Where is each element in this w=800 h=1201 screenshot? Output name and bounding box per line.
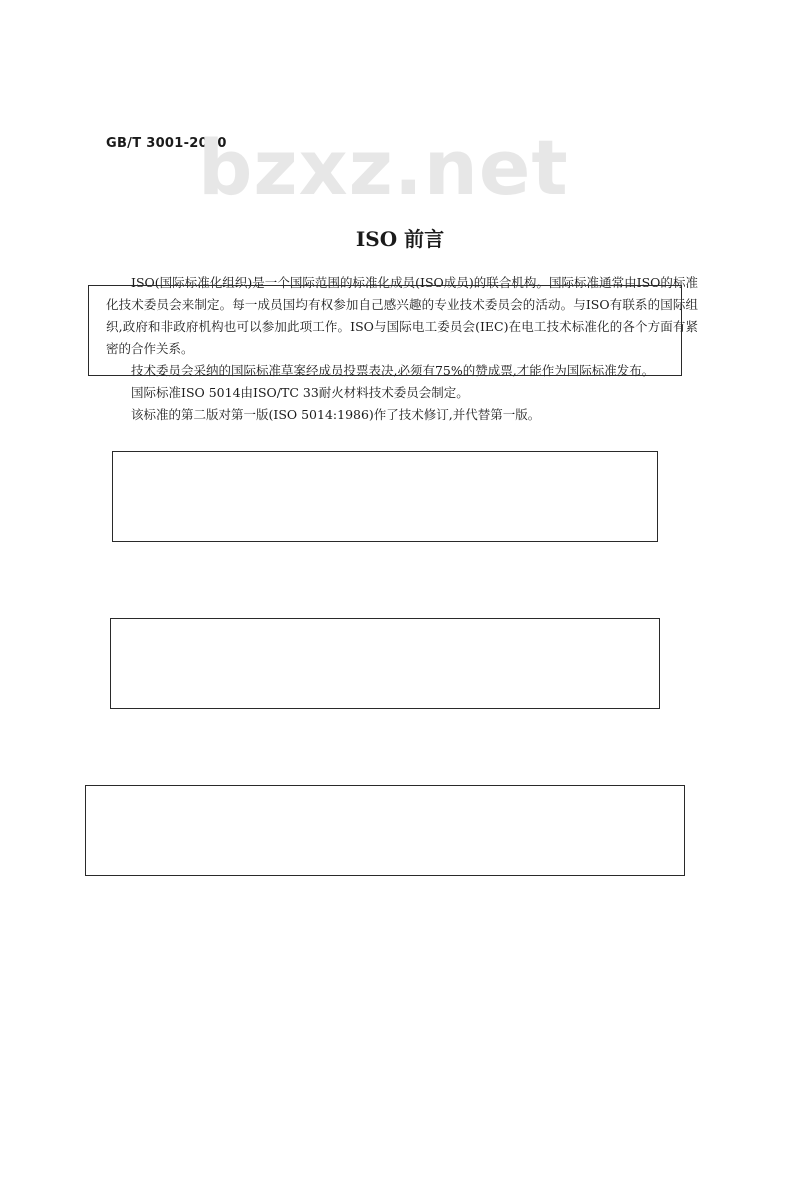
paragraph-iso5014: 国际标准ISO 5014由ISO/TC 33耐火材料技术委员会制定。 bbox=[131, 385, 469, 400]
page-title: ISO 前言 bbox=[355, 227, 445, 251]
watermark: bzxz.net bbox=[198, 123, 569, 212]
paragraph-revision: 该标准的第二版对第一版(ISO 5014:1986)作了技术修订,并代替第一版。 bbox=[131, 407, 541, 422]
paragraph-iso-intro: ISO(国际标准化组织)是一个国际范围的标准化成员(ISO成员)的联合机构。国际标准通常由ISO的标准化技术委员会来制定。每一成员国均有权参加自己感兴趣的专业技术委员会的活动。与ISO有联系的国际组织,政府和非政府机构也可以参加此项工作。ISO与国际电工委员会(IEC)在电工技术标准化的各个方面有紧密的合作关系。 bbox=[106, 275, 698, 356]
paragraph-voting: 技术委员会采纳的国际标准草案经成员投票表决,必须有75%的赞成票,才能作为国际标准发布。 bbox=[131, 363, 655, 378]
standard-code: GB/T 3001-2000 bbox=[106, 136, 227, 151]
frame-box bbox=[110, 618, 660, 709]
frame-box bbox=[85, 785, 685, 876]
frame-box bbox=[88, 285, 682, 376]
frame-box bbox=[112, 451, 658, 542]
